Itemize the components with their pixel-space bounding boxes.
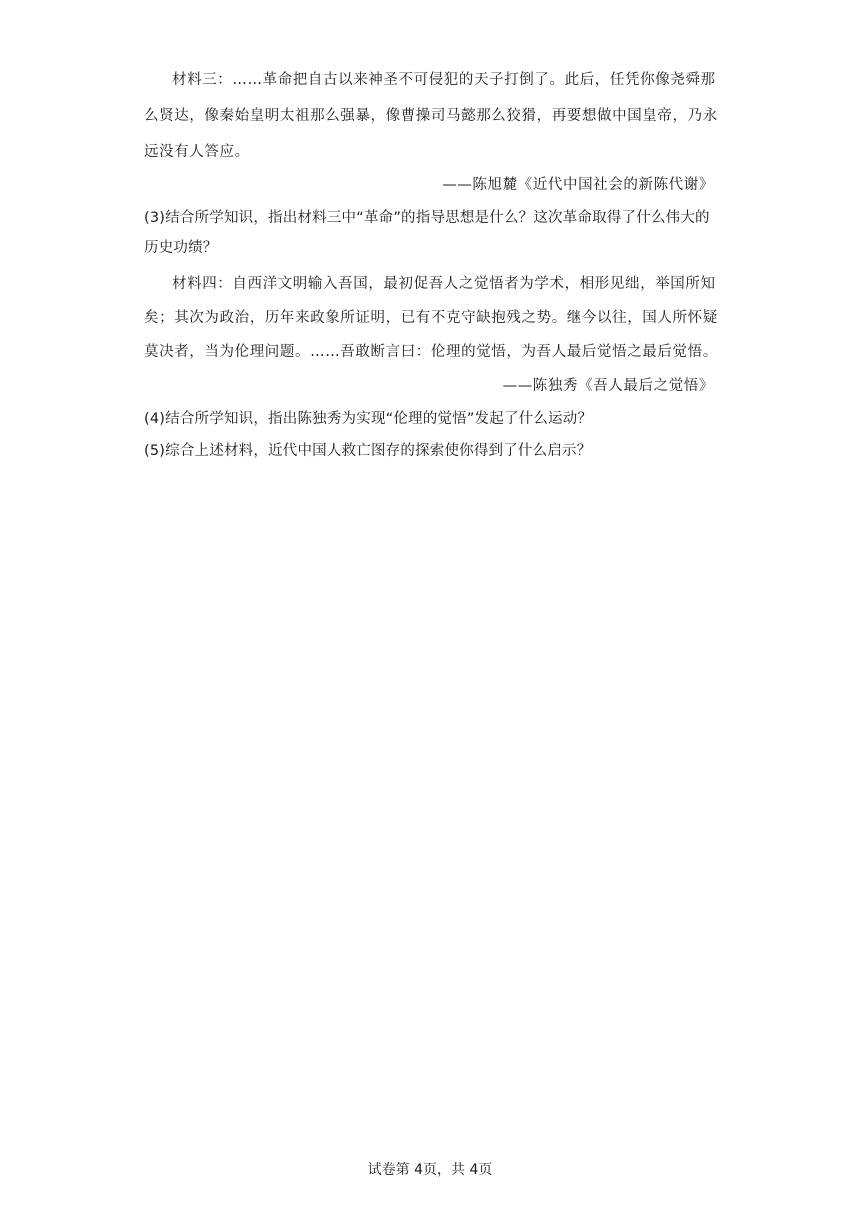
page-footer: 试卷第 4页，共 4页 (367, 1162, 493, 1178)
material4-line-2: 矣；其次为政治，历年来政象所证明，已有不克守缺抱残之势。继今以往，国人所怀疑 (144, 310, 718, 326)
material3-line-3: 远没有人答应。 (144, 144, 250, 160)
question4: (4)结合所学知识，指出陈独秀为实现“伦理的觉悟”发起了什么运动？ (144, 411, 593, 427)
material4-line-1: 材料四：自西洋文明输入吾国，最初促吾人之觉悟者为学术，相形见绌，举国所知 (172, 276, 716, 292)
material4-line-3: 莫决者，当为伦理问题。……吾敢断言曰：伦理的觉悟，为吾人最后觉悟之最后觉悟。 (144, 344, 718, 360)
question3-line-1: (3)结合所学知识，指出材料三中“革命”的指导思想是什么？这次革命取得了什么伟大的 (144, 210, 710, 226)
question5: (5)综合上述材料，近代中国人救亡图存的探索使你得到了什么启示？ (144, 443, 592, 459)
material3-line-2: 么贤达，像秦始皇明太祖那么强暴，像曹操司马懿那么狡猾，再要想做中国皇帝，乃永 (144, 108, 718, 124)
material4-source: ——陈独秀《吾人最后之觉悟》 (502, 378, 714, 394)
material3-line-1: 材料三：……革命把自古以来神圣不可侵犯的天子打倒了。此后，任凭你像尧舜那 (172, 72, 716, 88)
question3-line-2: 历史功绩？ (144, 240, 218, 256)
material3-source: ——陈旭麓《近代中国社会的新陈代谢》 (442, 177, 714, 193)
